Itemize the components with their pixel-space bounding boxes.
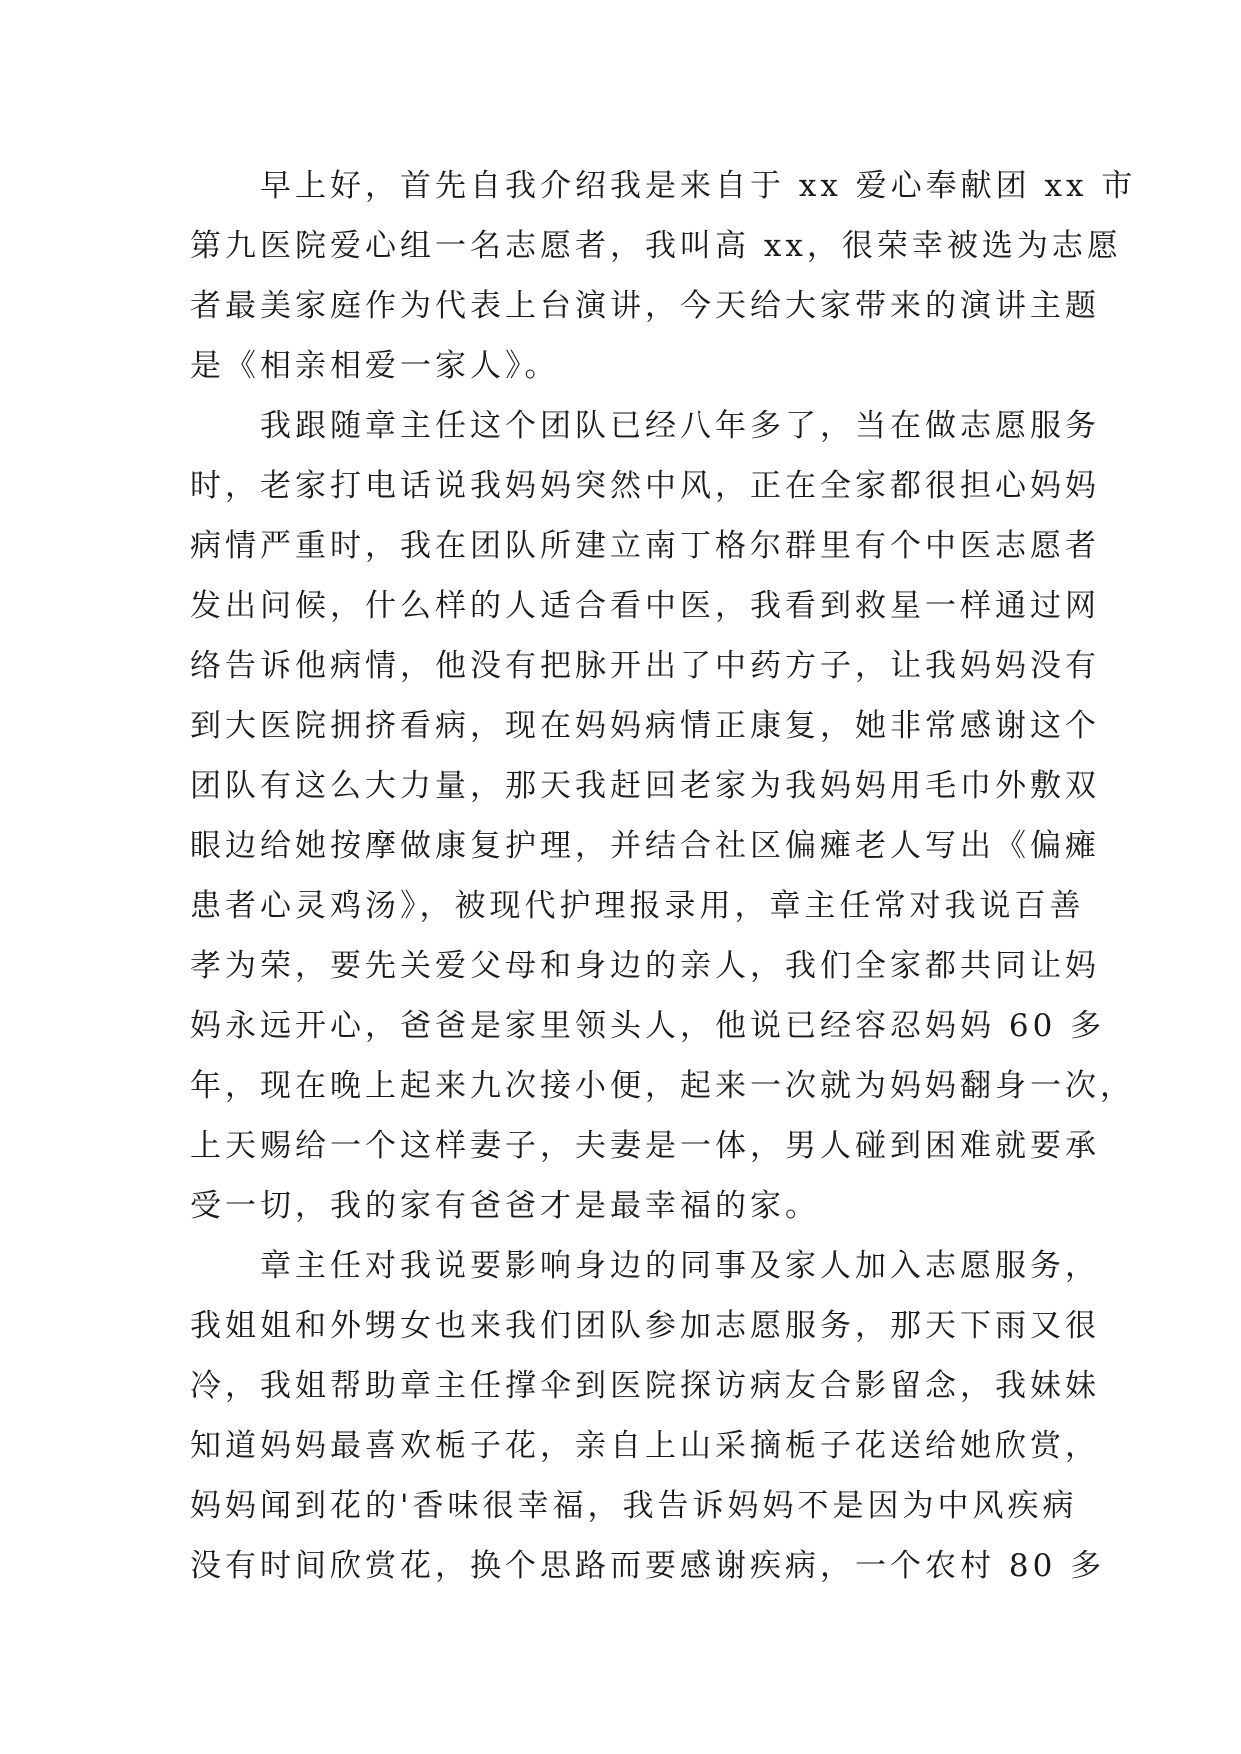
paragraph-line: 眼边给她按摩做康复护理，并结合社区偏瘫老人写出《偏瘫: [190, 828, 1100, 864]
paragraph-line: 孝为荣，要先关爱父母和身边的亲人，我们全家都共同让妈: [190, 948, 1100, 984]
paragraph-line: 是《相亲相爱一家人》。: [190, 348, 560, 384]
paragraph-line: 我姐姐和外甥女也来我们团队参加志愿服务，那天下雨又很: [190, 1308, 1100, 1344]
paragraph-3: [190, 1236, 1106, 1596]
paragraph-line: 妈妈闻到花的'香味很幸福，我告诉妈妈不是因为中风疾病: [190, 1488, 1078, 1524]
paragraph-line: 知道妈妈最喜欢栀子花，亲自上山采摘栀子花送给她欣赏，: [190, 1428, 1100, 1464]
paragraph-line: 者最美家庭作为代表上台演讲，今天给大家带来的演讲主题: [190, 288, 1100, 324]
paragraph-line: 我跟随章主任这个团队已经八年多了，当在做志愿服务: [260, 408, 1100, 444]
paragraph-line: 上天赐给一个这样妻子，夫妻是一体，男人碰到困难就要承: [190, 1128, 1100, 1164]
paragraph-line: 病情严重时，我在团队所建立南丁格尔群里有个中医志愿者: [190, 528, 1100, 564]
paragraph-line: 第九医院爱心组一名志愿者，我叫高 xx，很荣幸被选为志愿: [190, 228, 1122, 264]
document-body: [190, 156, 1137, 1596]
paragraph-line: 络告诉他病情，他没有把脉开出了中药方子，让我妈妈没有: [190, 648, 1100, 684]
paragraph-2: [190, 396, 1135, 1236]
paragraph-line: 发出问候，什么样的人适合看中医，我看到救星一样通过网: [190, 588, 1100, 624]
paragraph-line: 妈永远开心，爸爸是家里领头人，他说已经容忍妈妈 60 多: [190, 1008, 1106, 1044]
paragraph-line: 受一切，我的家有爸爸才是最幸福的家。: [190, 1188, 820, 1224]
paragraph-1: [190, 156, 1137, 396]
paragraph-line: 没有时间欣赏花，换个思路而要感谢疾病，一个农村 80 多: [190, 1548, 1106, 1584]
paragraph-line: 早上好，首先自我介绍我是来自于 xx 爱心奉献团 xx 市: [260, 168, 1137, 204]
paragraph-line: 团队有这么大力量，那天我赶回老家为我妈妈用毛巾外敷双: [190, 768, 1100, 804]
paragraph-line: 章主任对我说要影响身边的同事及家人加入志愿服务，: [260, 1248, 1100, 1284]
paragraph-line: 时，老家打电话说我妈妈突然中风，正在全家都很担心妈妈: [190, 468, 1100, 504]
paragraph-line: 到大医院拥挤看病，现在妈妈病情正康复，她非常感谢这个: [190, 708, 1100, 744]
paragraph-line: 年，现在晚上起来九次接小便，起来一次就为妈妈翻身一次，: [190, 1068, 1135, 1104]
paragraph-line: 患者心灵鸡汤》，被现代护理报录用，章主任常对我说百善: [190, 888, 1085, 924]
paragraph-line: 冷，我姐帮助章主任撑伞到医院探访病友合影留念，我妹妹: [190, 1368, 1100, 1404]
